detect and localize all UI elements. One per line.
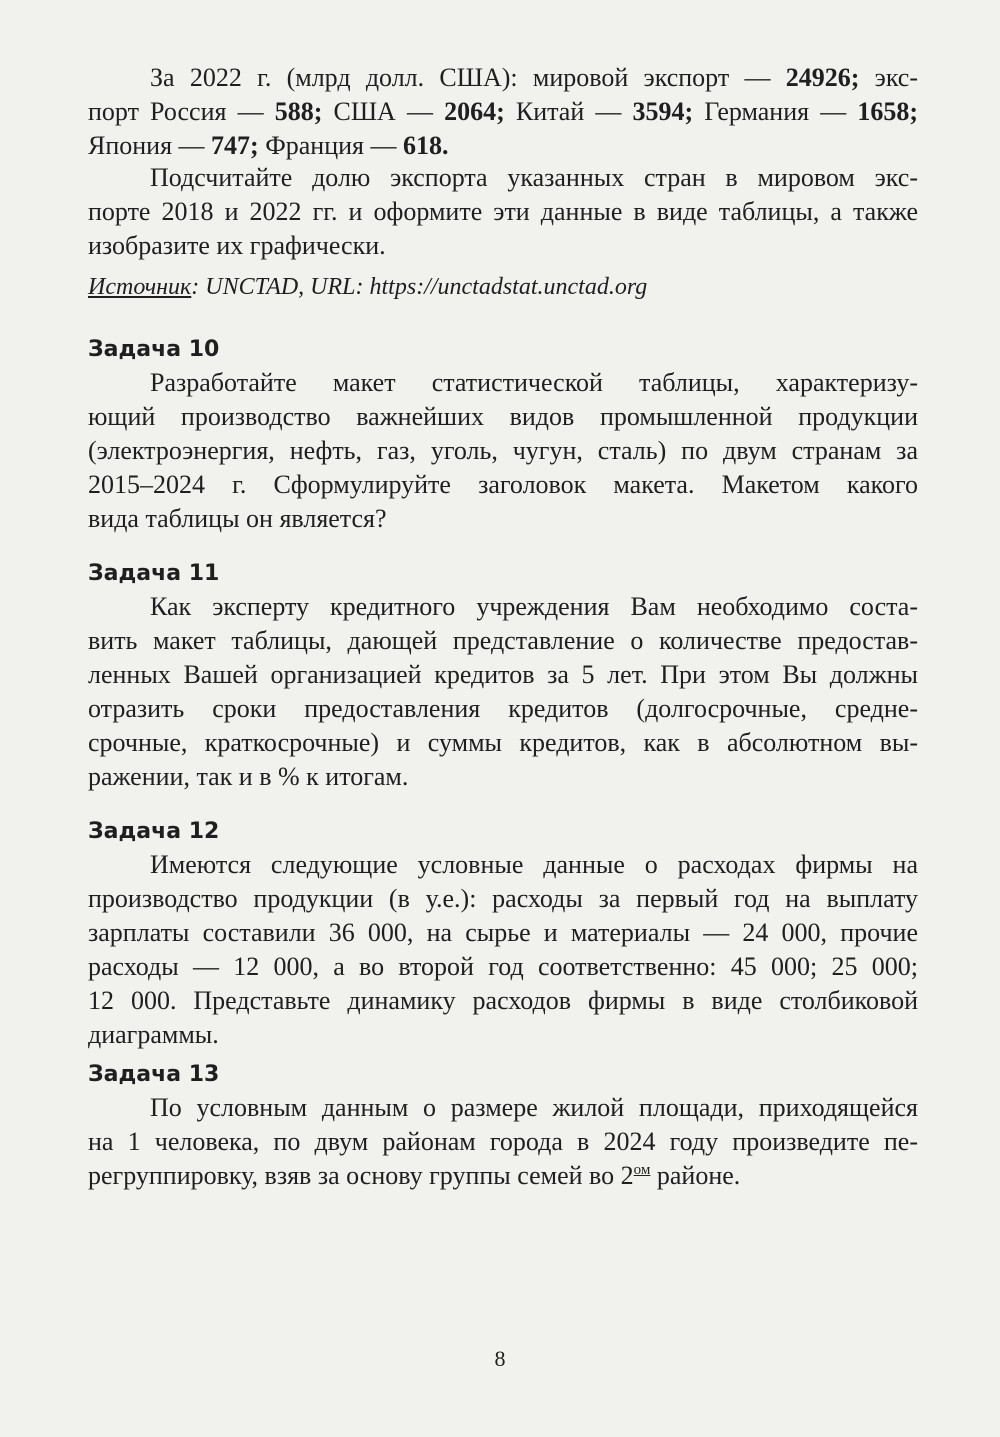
intro-line	[88, 129, 918, 163]
task-10-title: Задача 10	[88, 337, 220, 362]
text-line: 2015–2024 г. Сформулируйте заголовок макета. Макетом какого	[88, 470, 918, 499]
china-export-value: 3594;	[632, 97, 694, 126]
text-line: Разработайте макет статистической таблицы, характеризу-	[150, 368, 918, 397]
text-line: зарплаты составили 36 000, на сырье и материалы — 24 000, прочие	[88, 918, 918, 947]
intro-paragraph-instruction	[88, 161, 918, 263]
text-line: ленных Вашей организацией кредитов за 5 лет. При этом Вы должны	[88, 660, 918, 689]
text-line: срочные, краткосрочные) и суммы кредитов, как в абсолютном вы-	[88, 728, 918, 757]
text-line: порте 2018 и 2022 гг. и оформите эти данные в виде таблицы, а также	[88, 197, 918, 226]
task-13-body	[88, 1091, 918, 1193]
text-line: отразить сроки предоставления кредитов (долгосрочные, средне-	[88, 694, 918, 723]
text-line: Подсчитайте долю экспорта указанных стран в мировом экс-	[150, 163, 918, 192]
usa-export-value: 2064;	[444, 97, 505, 126]
japan-export-value: 747;	[211, 131, 259, 160]
text-line: вида таблицы он является?	[88, 504, 387, 533]
text-fragment: Германия —	[693, 97, 858, 126]
russia-export-value: 588;	[274, 97, 323, 126]
task-12-body	[88, 848, 918, 1052]
text-line: ражении, так и в % к итогам.	[88, 762, 409, 791]
task-12-title: Задача 12	[88, 819, 220, 844]
text-line: расходы — 12 000, а во второй год соответственно: 45 000; 25 000;	[88, 952, 918, 981]
text-line: (электроэнергия, нефть, газ, уголь, чугун, сталь) по двум странам за	[88, 436, 918, 465]
text-fragment: За 2022 г. (млрд долл. США): мировой экспорт —	[150, 63, 786, 92]
text-line	[88, 1159, 918, 1193]
text-fragment: регруппировку, взяв за основу группы семей во 2	[88, 1161, 634, 1190]
task-13-title: Задача 13	[88, 1062, 220, 1087]
page-number: 8	[494, 1346, 506, 1371]
source-citation	[88, 272, 647, 302]
text-line: вить макет таблицы, дающей представление о количестве предостав-	[88, 626, 918, 655]
text-fragment: районе.	[650, 1161, 741, 1190]
text-fragment: Франция —	[258, 131, 404, 160]
text-line: По условным данным о размере жилой площади, приходящейся	[150, 1093, 918, 1122]
source-label: Источник	[88, 274, 192, 300]
text-line: Как эксперту кредитного учреждения Вам необходимо соста-	[150, 592, 918, 621]
text-line: диаграммы.	[88, 1020, 219, 1049]
world-export-value: 24926;	[785, 63, 860, 92]
text-fragment: Китай —	[504, 97, 633, 126]
text-fragment: экс-	[859, 63, 918, 92]
text-line: производство продукции (в у.е.): расходы за первый год на выплату	[88, 884, 918, 913]
text-line: Имеются следующие условные данные о расходах фирмы на	[150, 850, 918, 879]
intro-paragraph-export	[88, 61, 918, 163]
germany-export-value: 1658;	[857, 97, 918, 126]
task-10-body	[88, 366, 918, 536]
ordinal-suffix: ом	[633, 1162, 651, 1178]
text-fragment: США —	[322, 97, 445, 126]
task-11-title: Задача 11	[88, 561, 220, 586]
task-11-body	[88, 590, 918, 794]
text-fragment: порт Россия —	[88, 97, 275, 126]
france-export-value: 618.	[403, 131, 449, 160]
text-line: изобразите их графически.	[88, 231, 386, 260]
text-line: на 1 человека, по двум районам города в 2024 году произведите пе-	[88, 1127, 918, 1156]
intro-line	[88, 61, 918, 95]
intro-line	[88, 95, 918, 129]
text-line: ющий производство важнейших видов промышленной продукции	[88, 402, 918, 431]
text-line: 12 000. Представьте динамику расходов фирмы в виде столбиковой	[88, 986, 918, 1015]
text-fragment: Япония —	[88, 131, 212, 160]
source-text: : UNCTAD, URL: https://unctadstat.unctad.org	[191, 274, 648, 300]
